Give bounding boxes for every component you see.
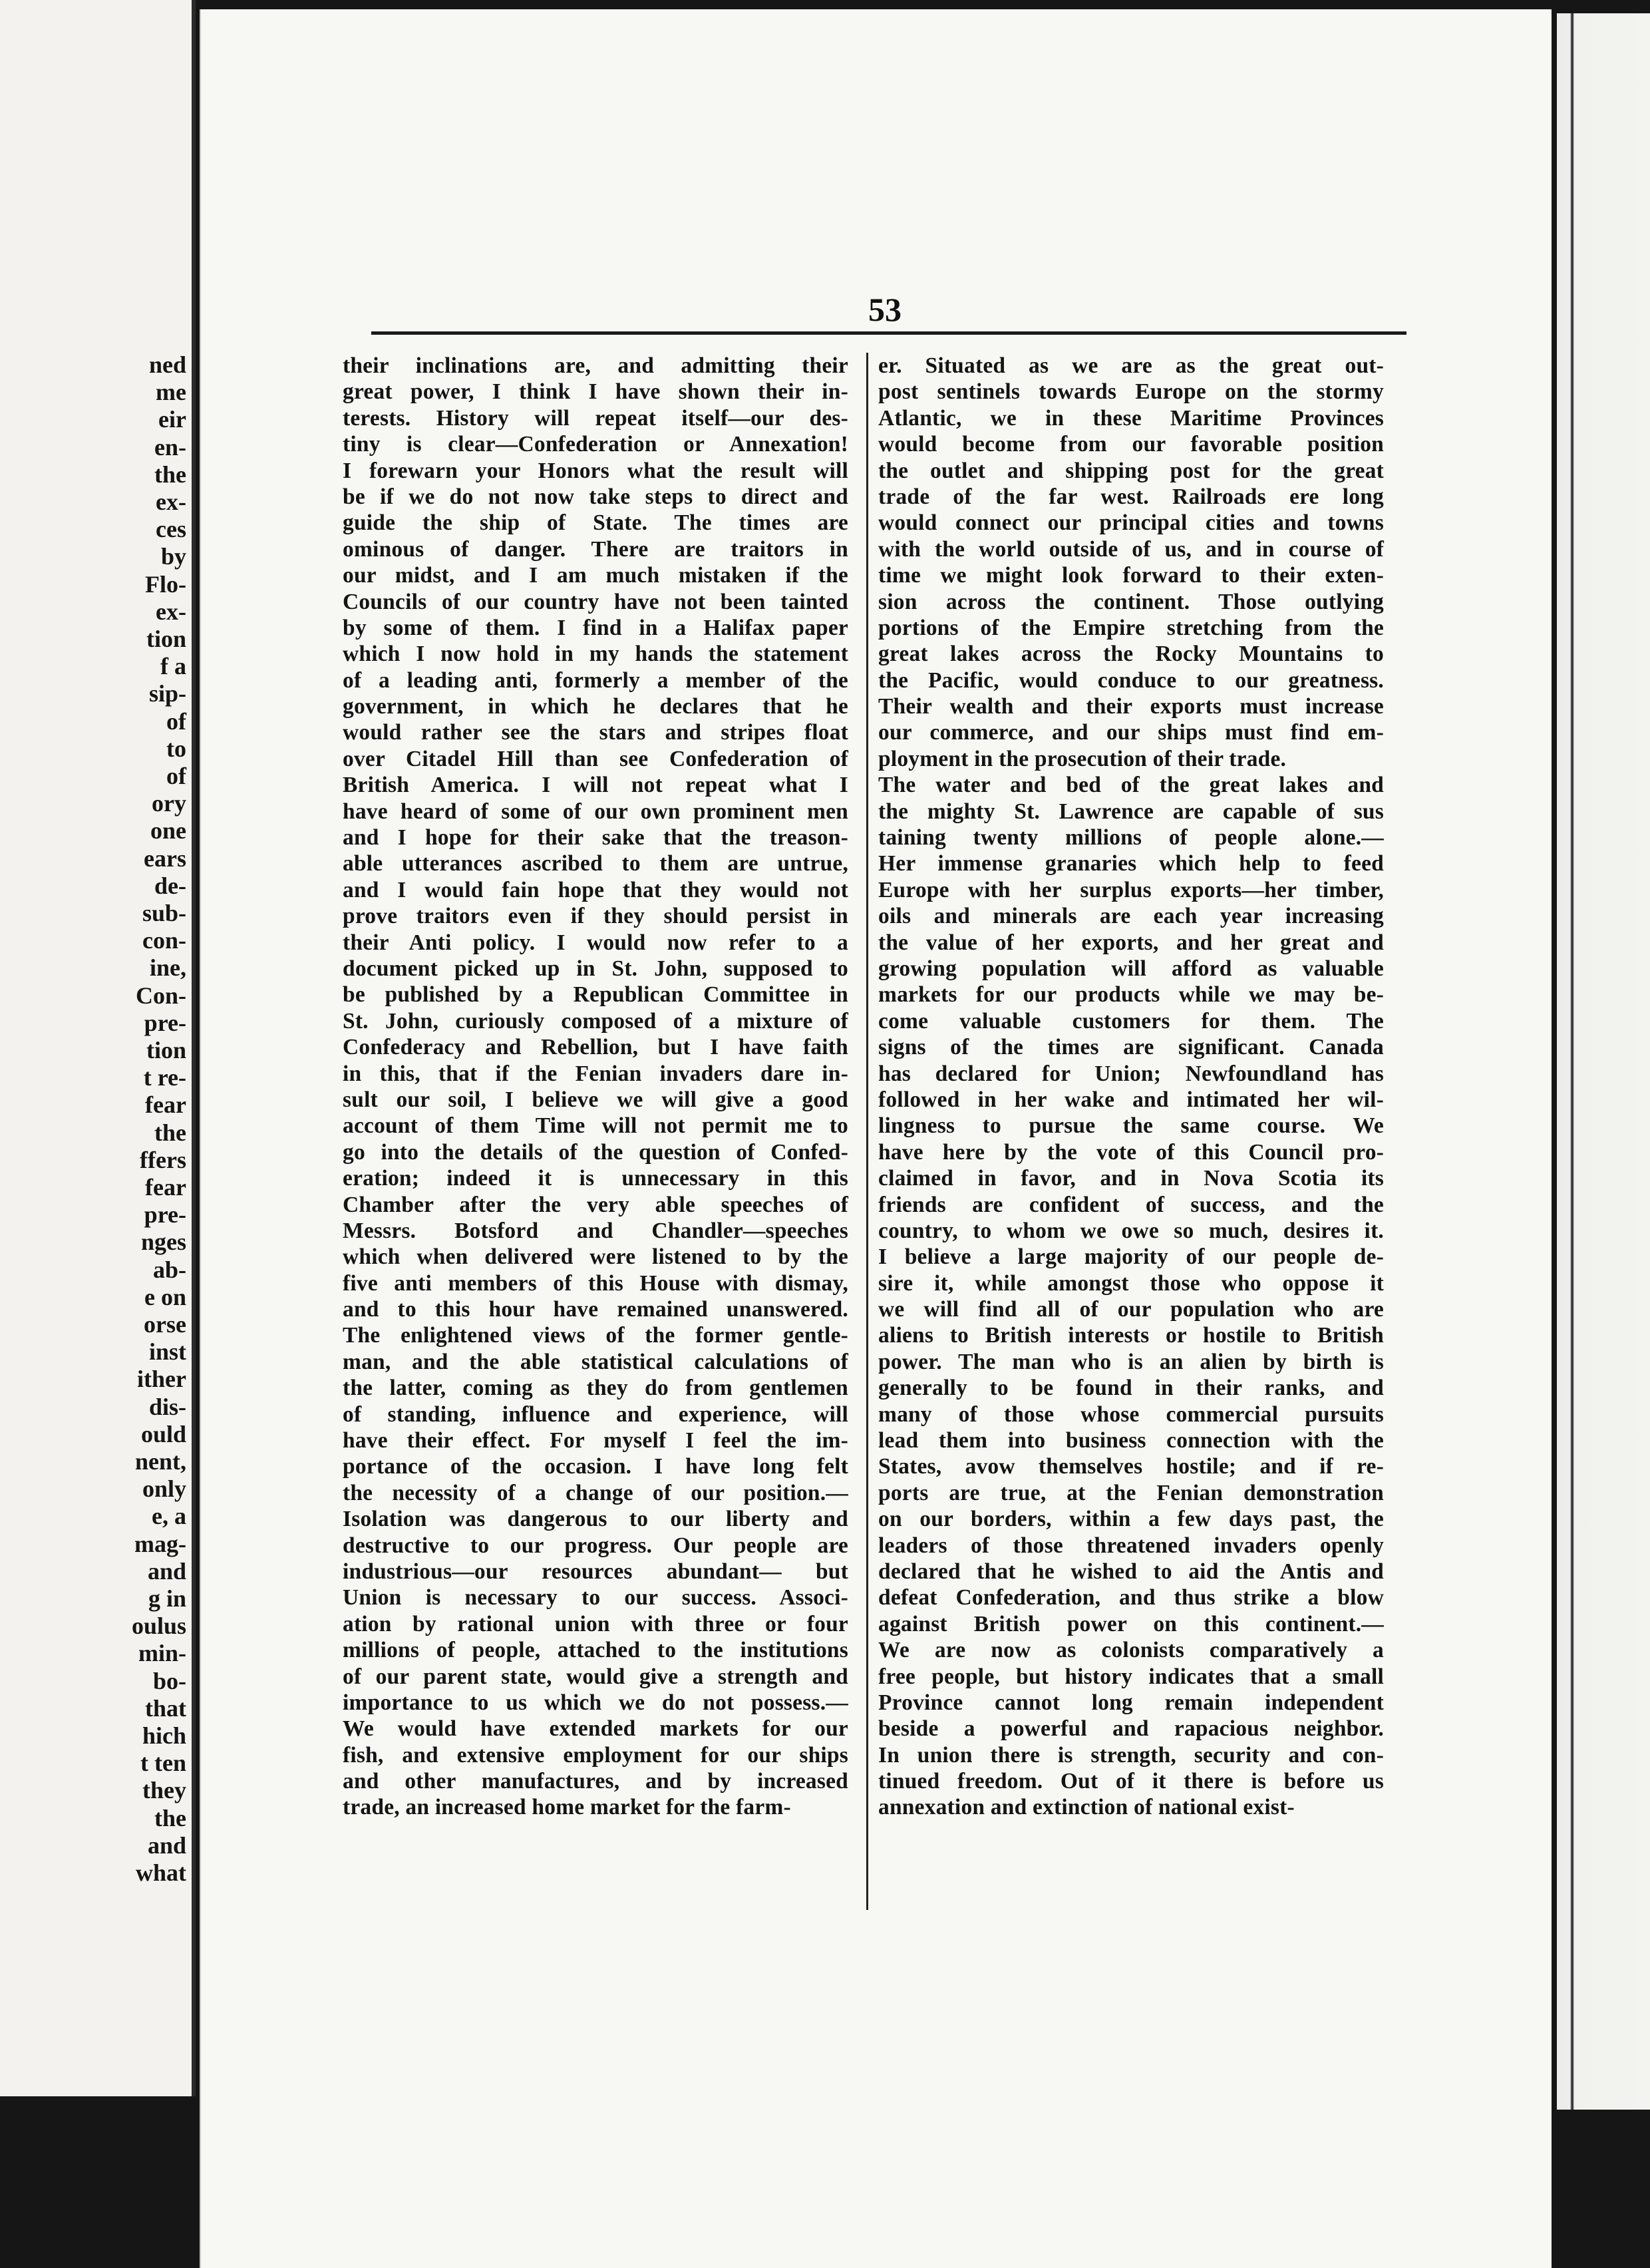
text-line: Atlantic, we in these Maritime Provinces: [878, 405, 1384, 431]
text-line: Province cannot long remain independent: [878, 1690, 1384, 1715]
previous-page-line-fragment: the: [154, 461, 186, 488]
text-line: Confederacy and Rebellion, but I have faith: [343, 1035, 848, 1060]
text-line: would rather see the stars and stripes float: [343, 720, 848, 745]
previous-page-line-fragment: hich: [142, 1722, 186, 1749]
text-line: Union is necessary to our success. Associ-: [343, 1585, 848, 1610]
previous-page-line-fragment: min-: [138, 1640, 186, 1667]
text-line: Their wealth and their exports must increase: [878, 694, 1384, 719]
previous-page-line-fragment: bo-: [152, 1667, 186, 1694]
previous-page-line-fragment: one: [150, 817, 186, 845]
previous-page-line-fragment: ex-: [156, 598, 186, 625]
text-line: five anti members of this House with dismay,: [343, 1270, 848, 1296]
text-line: eration; indeed it is unnecessary in this: [343, 1166, 848, 1191]
text-line: be if we do not now take steps to direct and: [343, 484, 848, 509]
text-line: of a leading anti, formerly a member of the: [343, 667, 848, 693]
text-line: their Anti policy. I would now refer to a: [343, 930, 848, 955]
text-line: of our parent state, would give a strength and: [343, 1664, 848, 1689]
text-line: tinued freedom. Out of it there is before us: [878, 1769, 1384, 1794]
text-line: power. The man who is an alien by birth is: [878, 1349, 1384, 1374]
text-line: and other manufactures, and by increased: [343, 1769, 848, 1794]
previous-page-line-fragment: fear: [145, 1091, 186, 1119]
text-line: British America. I will not repeat what I: [343, 773, 848, 798]
text-line: many of those whose commercial pursuits: [878, 1402, 1384, 1427]
previous-page-line-fragment: pre-: [144, 1201, 186, 1228]
previous-page-line-fragment: by: [160, 543, 186, 570]
text-line: taining twenty millions of people alone.—: [878, 825, 1384, 850]
text-line: sire it, while amongst those who oppose it: [878, 1270, 1384, 1296]
text-line: document picked up in St. John, supposed to: [343, 956, 848, 981]
text-line: ports are true, at the Fenian demonstration: [878, 1480, 1384, 1505]
text-line: markets for our products while we may be-: [878, 982, 1384, 1008]
text-line: growing population will afford as valuable: [878, 956, 1384, 981]
text-line: Isolation was dangerous to our liberty and: [343, 1507, 848, 1532]
text-line: sult our soil, I believe we will give a good: [343, 1087, 848, 1112]
text-line: and I would fain hope that they would not: [343, 877, 848, 902]
previous-page-line-fragment: and: [147, 1557, 186, 1585]
text-line: go into the details of the question of Confed-: [343, 1139, 848, 1165]
previous-page-line-fragment: inst: [148, 1338, 186, 1366]
text-line: industrious—our resources abundant— but: [343, 1559, 848, 1584]
text-line: trade, an increased home market for the farm-: [343, 1795, 791, 1820]
text-line: guide the ship of State. The times are: [343, 510, 848, 536]
previous-page-line-fragment: t ten: [140, 1750, 186, 1777]
previous-page-line-fragment: the: [154, 1804, 186, 1831]
text-line: able utterances ascribed to them are untrue,: [343, 851, 848, 876]
text-line: lingness to pursue the same course. We: [878, 1113, 1384, 1139]
previous-page-line-fragment: pre-: [144, 1009, 186, 1036]
previous-page-line-fragment: nges: [140, 1228, 186, 1256]
text-line: annexation and extinction of national exist-: [878, 1795, 1295, 1820]
text-line: tiny is clear—Confederation or Annexation!: [343, 432, 848, 457]
previous-page-line-fragment: Con-: [135, 982, 186, 1009]
previous-page-line-fragment: and: [147, 1831, 186, 1859]
previous-page-line-fragment: of: [166, 707, 186, 735]
text-line: time we might look forward to their exten-: [878, 563, 1384, 588]
previous-page-line-fragment: dis-: [148, 1393, 186, 1420]
text-line: aliens to British interests or hostile to British: [878, 1323, 1384, 1348]
previous-page-line-fragment: fear: [145, 1174, 186, 1201]
text-line: trade of the far west. Railroads ere long: [878, 484, 1384, 509]
previous-page-line-fragment: ither: [137, 1366, 186, 1393]
text-line: our midst, and I am much mistaken if the: [343, 563, 848, 588]
text-line: defeat Confederation, and thus strike a blow: [878, 1585, 1384, 1610]
text-line: be published by a Republican Committee in: [343, 982, 848, 1008]
previous-page-line-fragment: e, a: [152, 1503, 186, 1530]
previous-page-line-fragment: ffers: [140, 1146, 186, 1173]
previous-page-line-fragment: mag-: [134, 1530, 186, 1557]
text-line: beside a powerful and rapacious neighbor.: [878, 1716, 1384, 1742]
text-line: We are now as colonists comparatively a: [878, 1638, 1384, 1663]
text-line: would connect our principal cities and towns: [878, 510, 1384, 536]
previous-page-line-fragment: ould: [140, 1420, 186, 1447]
text-line: oils and minerals are each year increasing: [878, 904, 1384, 929]
text-line: country, to whom we owe so much, desires it.: [878, 1218, 1384, 1243]
previous-page-line-fragment: only: [142, 1475, 186, 1503]
previous-page-line-fragment: tion: [146, 1037, 186, 1063]
text-line: The water and bed of the great lakes and: [878, 773, 1384, 798]
text-line: States, avow themselves hostile; and if re-: [878, 1454, 1384, 1479]
text-line: sion across the continent. Those outlying: [878, 589, 1384, 614]
text-line: which I now hold in my hands the statement: [343, 642, 848, 667]
previous-page-line-fragment: of: [166, 763, 186, 789]
text-line: come valuable customers for them. The: [878, 1008, 1384, 1034]
previous-page-line-fragment: me: [156, 379, 186, 406]
column-divider: [866, 353, 868, 1910]
previous-page-line-fragment: tion: [146, 626, 186, 652]
text-line: prove traitors even if they should persist in: [343, 904, 848, 929]
text-line: followed in her wake and intimated her wil-: [878, 1087, 1384, 1112]
text-line: by some of them. I find in a Halifax paper: [343, 615, 848, 640]
text-line: generally to be found in their ranks, and: [878, 1376, 1384, 1401]
previous-page-line-fragment: ab-: [152, 1256, 186, 1283]
text-line: and to this hour have remained unanswered.: [343, 1297, 848, 1322]
previous-page-line-fragment: oulus: [131, 1612, 186, 1640]
text-line: The enlightened views of the former gentle-: [343, 1323, 848, 1348]
text-line: portance of the occasion. I have long felt: [343, 1454, 848, 1479]
text-line: account of them Time will not permit me to: [343, 1113, 848, 1139]
text-line: I believe a large majority of our people de-: [878, 1244, 1384, 1270]
previous-page-line-fragment: what: [135, 1859, 186, 1886]
text-line: Messrs. Botsford and Chandler—speeches: [343, 1218, 848, 1243]
text-line: free people, but history indicates that a small: [878, 1664, 1384, 1689]
text-line: great lakes across the Rocky Mountains to: [878, 642, 1384, 667]
text-line: fish, and extensive employment for our ships: [343, 1742, 848, 1768]
text-line: with the world outside of us, and in course of: [878, 536, 1384, 562]
text-line: I forewarn your Honors what the result will: [343, 458, 848, 483]
text-line: of standing, influence and experience, will: [343, 1402, 848, 1427]
text-line: St. John, curiously composed of a mixture of: [343, 1008, 848, 1034]
text-line: Europe with her surplus exports—her timber,: [878, 877, 1384, 902]
previous-page-line-fragment: eir: [158, 406, 186, 433]
text-line: on our borders, within a few days past, the: [878, 1507, 1384, 1532]
text-line: terests. History will repeat itself—our des-: [343, 405, 848, 431]
text-line: we will find all of our population who are: [878, 1297, 1384, 1322]
text-line: against British power on this continent.—: [878, 1611, 1384, 1636]
previous-page-line-fragment: ces: [156, 516, 186, 543]
text-line: great power, I think I have shown their in-: [343, 379, 848, 405]
text-line: the outlet and shipping post for the great: [878, 458, 1384, 483]
text-line: claimed in favor, and in Nova Scotia its: [878, 1166, 1384, 1191]
text-line: our commerce, and our ships must find em-: [878, 720, 1384, 745]
text-line: man, and the able statistical calculations of: [343, 1349, 848, 1374]
previous-page-line-fragment: orse: [144, 1311, 186, 1338]
text-line: over Citadel Hill than see Confederation of: [343, 746, 848, 771]
previous-page-line-fragment: f a: [160, 653, 186, 680]
text-line: the latter, coming as they do from gentlemen: [343, 1376, 848, 1401]
page-number: 53: [868, 291, 902, 328]
previous-page-line-fragment: the: [154, 1119, 186, 1146]
previous-page-edge: [0, 0, 196, 2096]
text-line: leaders of those threatened invaders openly: [878, 1533, 1384, 1558]
text-line: the Pacific, would conduce to our greatness.: [878, 667, 1384, 693]
text-line: Chamber after the very able speeches of: [343, 1192, 848, 1217]
text-line: ployment in the prosecution of their trade.: [878, 746, 1287, 771]
previous-page-line-fragment: sip-: [148, 680, 186, 707]
text-line: declared that he wished to aid the Antis and: [878, 1559, 1384, 1584]
previous-page-line-fragment: Flo-: [145, 570, 186, 598]
text-line: which when delivered were listened to by the: [343, 1244, 848, 1270]
text-line: the mighty St. Lawrence are capable of sus: [878, 799, 1384, 824]
text-line: ominous of danger. There are traitors in: [343, 536, 848, 562]
previous-page-line-fragment: de-: [154, 872, 186, 899]
previous-page-line-fragment: ears: [144, 845, 186, 872]
previous-page-line-fragment: en-: [154, 433, 186, 461]
text-line: signs of the times are significant. Canada: [878, 1035, 1384, 1060]
previous-page-line-fragment: ned: [148, 351, 186, 378]
text-line: Councils of our country have not been tainted: [343, 589, 848, 614]
text-line: would become from our favorable position: [878, 432, 1384, 457]
previous-page-line-fragment: nent,: [134, 1448, 186, 1475]
previous-page-line-fragment: ory: [152, 790, 186, 817]
text-line: have heard of some of our own prominent men: [343, 799, 848, 824]
previous-page-line-fragment: that: [145, 1694, 186, 1722]
text-line: their inclinations are, and admitting their: [343, 353, 848, 378]
right-text-column: [878, 353, 1384, 1821]
text-line: millions of people, attached to the institutions: [343, 1638, 848, 1663]
previous-page-line-fragment: e on: [144, 1283, 186, 1310]
previous-page-line-fragment: t re-: [143, 1064, 186, 1091]
text-line: and I hope for their sake that the treason-: [343, 825, 848, 850]
previous-page-line-fragment: g in: [148, 1585, 186, 1612]
text-line: importance to us which we do not possess.—: [343, 1690, 848, 1715]
text-line: the value of her exports, and her great and: [878, 930, 1384, 955]
text-line: ation by rational union with three or four: [343, 1611, 848, 1636]
text-line: portions of the Empire stretching from the: [878, 615, 1384, 640]
text-line: the necessity of a change of our position.—: [343, 1480, 848, 1505]
text-line: government, in which he declares that he: [343, 694, 848, 719]
text-line: have their effect. For myself I feel the im-: [343, 1428, 848, 1453]
text-line: We would have extended markets for our: [343, 1716, 848, 1742]
left-text-column: [343, 353, 848, 1821]
header-rule: [371, 331, 1406, 335]
previous-page-line-fragment: con-: [142, 927, 186, 954]
previous-page-line-fragment: sub-: [142, 900, 186, 926]
text-line: lead them into business connection with the: [878, 1428, 1384, 1453]
text-line: In union there is strength, security and con-: [878, 1742, 1384, 1768]
text-line: have here by the vote of this Council pro-: [878, 1139, 1384, 1165]
text-line: friends are confident of success, and the: [878, 1192, 1384, 1217]
text-line: destructive to our progress. Our people are: [343, 1533, 848, 1558]
text-line: post sentinels towards Europe on the stormy: [878, 379, 1384, 405]
next-page-edge: [1557, 13, 1650, 2110]
previous-page-line-fragment: to: [166, 735, 186, 762]
previous-page-line-fragment: ex-: [156, 488, 186, 515]
text-line: in this, that if the Fenian invaders dare in-: [343, 1061, 848, 1086]
previous-page-line-fragment: they: [142, 1777, 186, 1804]
text-line: has declared for Union; Newfoundland has: [878, 1061, 1384, 1086]
text-line: Her immense granaries which help to feed: [878, 851, 1384, 876]
previous-page-line-fragment: ine,: [149, 954, 186, 982]
text-line: er. Situated as we are as the great out-: [878, 353, 1384, 378]
